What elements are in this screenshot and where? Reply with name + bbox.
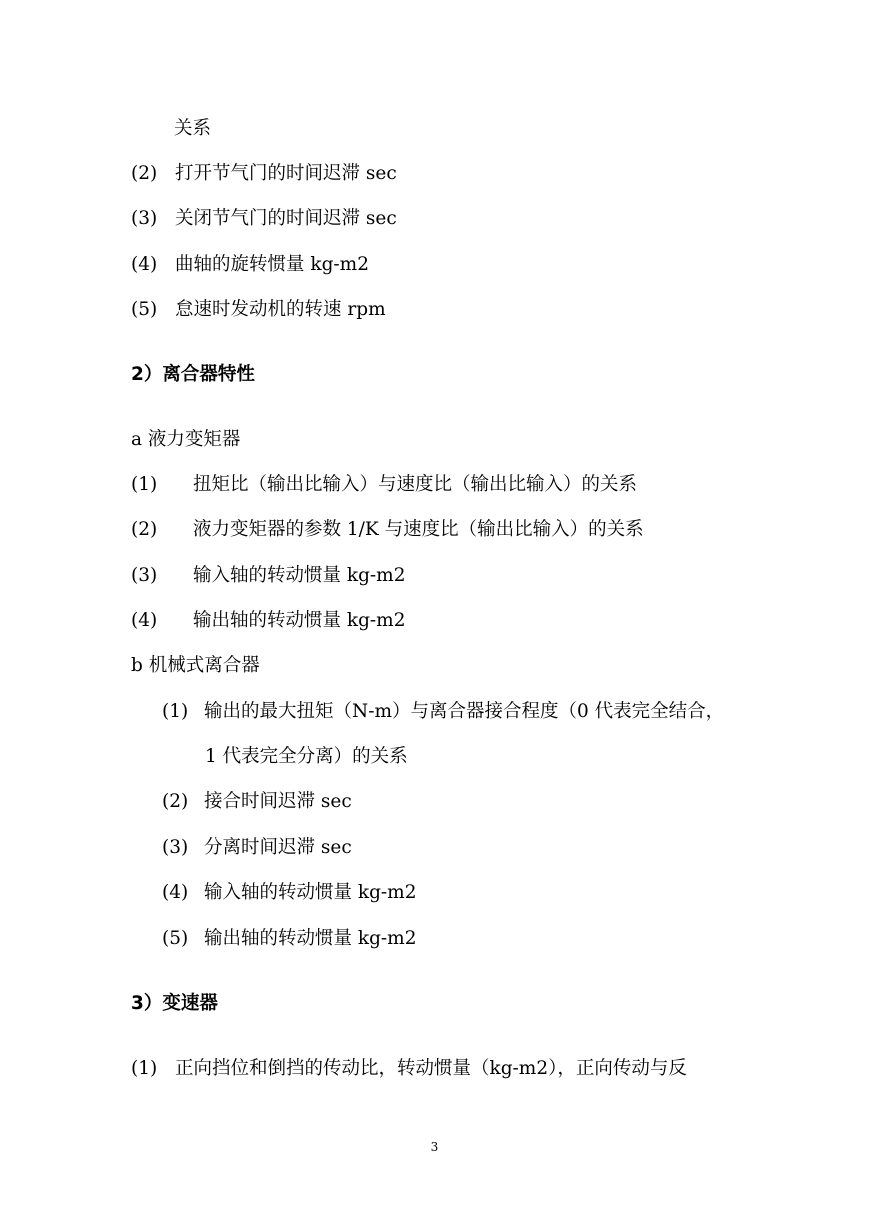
item-number: (3) bbox=[131, 565, 158, 586]
item-number: (2) bbox=[131, 519, 158, 540]
item-text: 关闭节气门的时间迟滞 sec bbox=[175, 208, 397, 229]
item-text: 分离时间迟滞 sec bbox=[204, 837, 352, 858]
page-number: 3 bbox=[430, 1140, 439, 1154]
item-number: (5) bbox=[162, 928, 189, 949]
item-number: (3) bbox=[162, 837, 189, 858]
section-heading-clutch: 2）离合器特性 bbox=[131, 364, 255, 385]
item-text: 输出轴的转动惯量 kg-m2 bbox=[204, 928, 417, 949]
item-text: 正向挡位和倒挡的传动比，转动惯量（kg-m2），正向传动与反 bbox=[175, 1058, 687, 1079]
list-item bbox=[162, 836, 352, 860]
item-text: 输出的最大扭矩（N-m）与离合器接合程度（0 代表完全结合， bbox=[204, 701, 725, 722]
list-item bbox=[131, 162, 397, 186]
list-item bbox=[131, 609, 406, 633]
item-number: (4) bbox=[131, 254, 158, 275]
item-number: (4) bbox=[131, 610, 158, 631]
item-text: 接合时间迟滞 sec bbox=[204, 791, 352, 812]
list-item bbox=[131, 473, 637, 497]
item-text: 打开节气门的时间迟滞 sec bbox=[175, 163, 397, 184]
list-item bbox=[131, 518, 644, 542]
item-number: (2) bbox=[162, 791, 189, 812]
item-number: (1) bbox=[131, 474, 158, 495]
item-number: (4) bbox=[162, 882, 189, 903]
list-item bbox=[162, 790, 352, 814]
item-number: (1) bbox=[131, 1058, 158, 1079]
list-item bbox=[131, 207, 397, 231]
subsection-label-a: a 液力变矩器 bbox=[131, 429, 241, 450]
item-continuation: 1 代表完全分离）的关系 bbox=[205, 746, 408, 767]
list-item bbox=[131, 253, 369, 277]
item-number: (5) bbox=[131, 299, 158, 320]
item-text: 输入轴的转动惯量 kg-m2 bbox=[204, 882, 417, 903]
list-item bbox=[131, 1057, 687, 1081]
subsection-label-b: b 机械式离合器 bbox=[131, 655, 260, 676]
item-text: 输出轴的转动惯量 kg-m2 bbox=[193, 610, 406, 631]
item-text: 液力变矩器的参数 1/K 与速度比（输出比输入）的关系 bbox=[193, 519, 644, 540]
list-item bbox=[162, 881, 417, 905]
item-number: (2) bbox=[131, 163, 158, 184]
item-text: 曲轴的旋转惯量 kg-m2 bbox=[175, 254, 369, 275]
list-item bbox=[131, 564, 406, 588]
list-item bbox=[131, 298, 386, 322]
list-item bbox=[162, 927, 417, 951]
item-text: 输入轴的转动惯量 kg-m2 bbox=[193, 565, 406, 586]
item-text: 扭矩比（输出比输入）与速度比（输出比输入）的关系 bbox=[193, 474, 638, 495]
item-text: 怠速时发动机的转速 rpm bbox=[175, 299, 386, 320]
item-number: (1) bbox=[162, 701, 189, 722]
list-item bbox=[162, 700, 724, 724]
item-number: (3) bbox=[131, 208, 158, 229]
section-heading-transmission: 3）变速器 bbox=[131, 993, 218, 1014]
continuation-text: 关系 bbox=[174, 118, 212, 139]
